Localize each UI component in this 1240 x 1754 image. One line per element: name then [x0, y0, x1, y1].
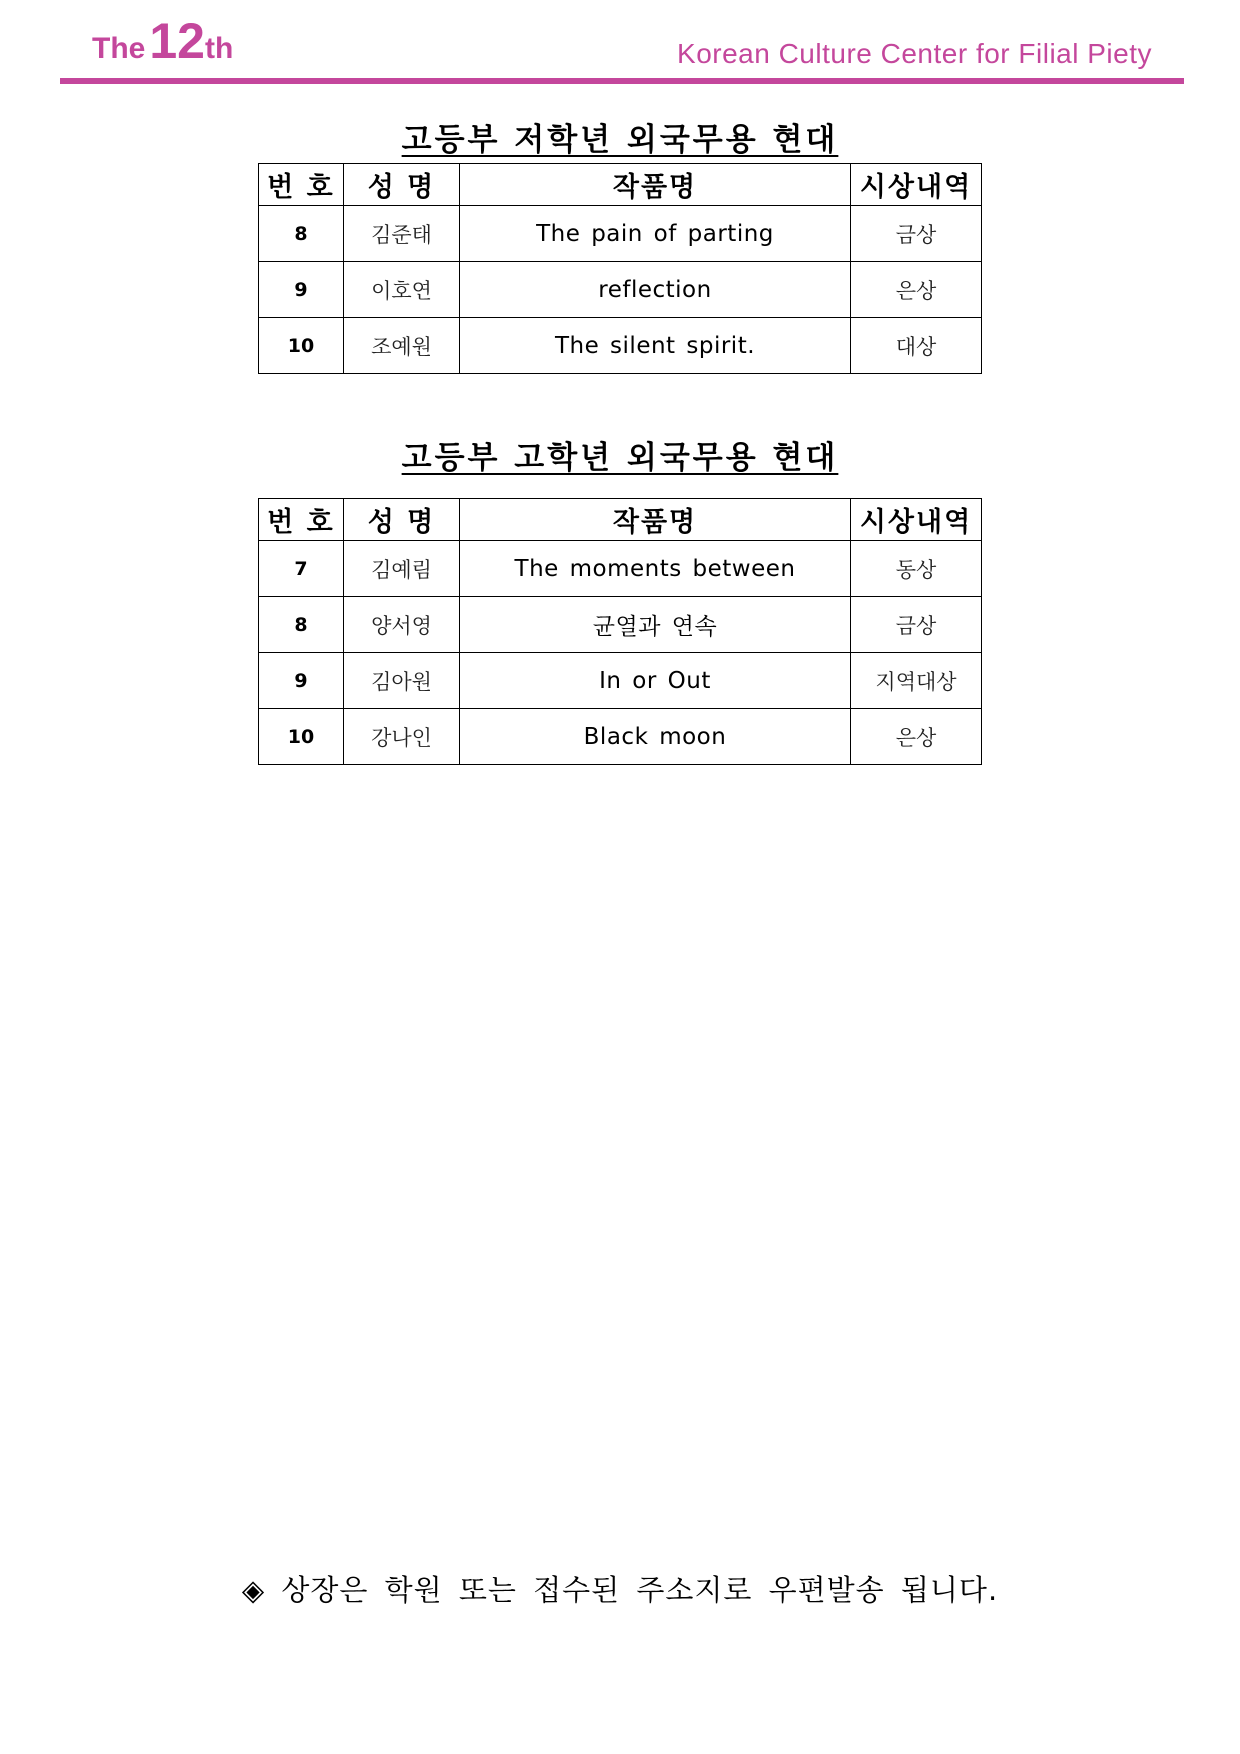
entry-name: 김아원	[344, 653, 460, 709]
section-title-upper-grade	[0, 432, 1240, 477]
entry-name: 김예림	[344, 541, 460, 597]
entry-award: 대상	[851, 318, 982, 374]
edition-suffix: th	[204, 32, 234, 65]
entry-work: In or Out	[460, 653, 851, 709]
results-table-lower-grade	[258, 163, 982, 374]
edition-label	[92, 12, 233, 70]
entry-name: 김준태	[344, 206, 460, 262]
column-header-name: 성 명	[344, 164, 460, 206]
column-header-work: 작품명	[460, 499, 851, 541]
delivery-notice	[0, 1568, 1240, 1609]
entry-award: 동상	[851, 541, 982, 597]
entry-number: 8	[259, 206, 344, 262]
section-title-text: 고등부 고학년 외국무용 현대	[401, 440, 839, 476]
table-row	[259, 206, 982, 262]
entry-name: 강나인	[344, 709, 460, 765]
results-table-upper-grade	[258, 498, 982, 765]
table-row	[259, 262, 982, 318]
table-row	[259, 597, 982, 653]
column-header-number: 번 호	[259, 499, 344, 541]
entry-work: The pain of parting	[460, 206, 851, 262]
table-row	[259, 541, 982, 597]
column-header-award: 시상내역	[851, 499, 982, 541]
entry-number: 9	[259, 653, 344, 709]
entry-number: 10	[259, 318, 344, 374]
table-row	[259, 709, 982, 765]
entry-name: 조예원	[344, 318, 460, 374]
edition-number: 12	[149, 13, 205, 69]
table-header-row	[259, 164, 982, 206]
column-header-work: 작품명	[460, 164, 851, 206]
organization-name: Korean Culture Center for Filial Piety	[677, 38, 1152, 69]
entry-work: reflection	[460, 262, 851, 318]
column-header-number: 번 호	[259, 164, 344, 206]
entry-award: 지역대상	[851, 653, 982, 709]
header-divider	[60, 78, 1184, 84]
entry-award: 은상	[851, 709, 982, 765]
table-row	[259, 653, 982, 709]
entry-award: 금상	[851, 206, 982, 262]
entry-number: 9	[259, 262, 344, 318]
entry-number: 10	[259, 709, 344, 765]
entry-work: 균열과 연속	[460, 597, 851, 653]
section-title-lower-grade	[0, 114, 1240, 159]
entry-number: 7	[259, 541, 344, 597]
edition-prefix: The	[92, 32, 146, 65]
entry-number: 8	[259, 597, 344, 653]
page-header	[60, 13, 1184, 84]
entry-award: 은상	[851, 262, 982, 318]
column-header-award: 시상내역	[851, 164, 982, 206]
entry-award: 금상	[851, 597, 982, 653]
section-title-text: 고등부 저학년 외국무용 현대	[401, 122, 839, 158]
table-header-row	[259, 499, 982, 541]
notice-text: 상장은 학원 또는 접수된 주소지로 우편발송 됩니다.	[281, 1573, 999, 1607]
column-header-name: 성 명	[344, 499, 460, 541]
diamond-bullet-icon: ◈	[241, 1573, 266, 1607]
entry-name: 양서영	[344, 597, 460, 653]
entry-work: Black moon	[460, 709, 851, 765]
entry-work: The moments between	[460, 541, 851, 597]
table-row	[259, 318, 982, 374]
entry-name: 이호연	[344, 262, 460, 318]
entry-work: The silent spirit.	[460, 318, 851, 374]
